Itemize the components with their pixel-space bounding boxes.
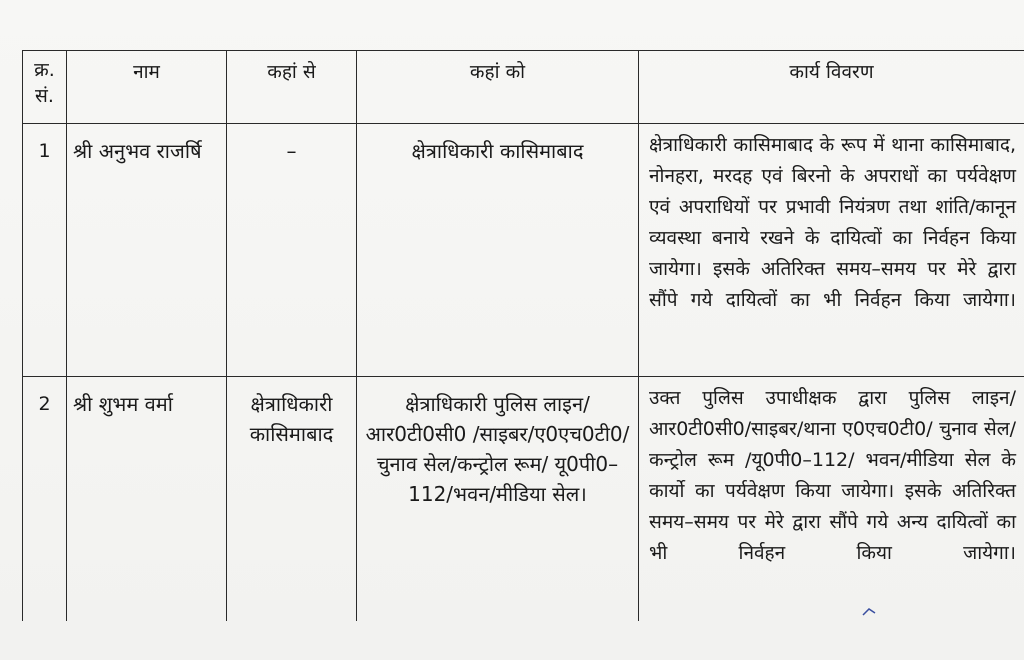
header-to: कहां को [357,51,639,124]
row-from: क्षेत्राधिकारी कासिमाबाद [227,377,357,622]
posting-table [22,50,1024,621]
header-serial: क्र. सं. [23,51,67,124]
table-header-row [23,51,1024,124]
row-serial: 1 [23,124,67,377]
row-from: – [227,124,357,377]
row-to: क्षेत्राधिकारी कासिमाबाद [357,124,639,377]
row-serial: 2 [23,377,67,622]
row-name: श्री अनुभव राजर्षि [67,124,227,377]
row-name: श्री शुभम वर्मा [67,377,227,622]
header-name: नाम [67,51,227,124]
pen-mark-icon [862,605,876,615]
table-row [23,377,1024,622]
table-row [23,124,1024,377]
row-description: उक्त पुलिस उपाधीक्षक द्वारा पुलिस लाइन/ आर0टी0सी0/साइबर/थाना ए0एच0टी0/ चुनाव सेल/कन्ट्रोल रूम /यू0पी0–112/ भवन/मीडिया सेल के कार्यो का पर्यवेक्षण किया जायेगा। इसके अतिरिक्त समय–समय पर मेरे द्वारा सौंपे गये अन्य दायित्वों का भी निर्वहन किया जायेगा। [639,377,1024,622]
row-to: क्षेत्राधिकारी पुलिस लाइन/ आर0टी0सी0 /साइबर/ए0एच0टी0/चुनाव सेल/कन्ट्रोल रूम/ यू0पी0–112/भवन/मीडिया सेल। [357,377,639,622]
row-description: क्षेत्राधिकारी कासिमाबाद के रूप में थाना कासिमाबाद, नोनहरा, मरदह एवं बिरनो के अपराधों का पर्यवेक्षण एवं अपराधियों पर प्रभावी नियंत्रण तथा शांति/कानून व्यवस्था बनाये रखने के दायित्वों का निर्वहन किया जायेगा। इसके अतिरिक्त समय–समय पर मेरे द्वारा सौंपे गये दायित्वों का भी निर्वहन किया जायेगा। [639,124,1024,377]
header-description: कार्य विवरण [639,51,1024,124]
header-from: कहां से [227,51,357,124]
posting-table-container [22,50,1024,630]
